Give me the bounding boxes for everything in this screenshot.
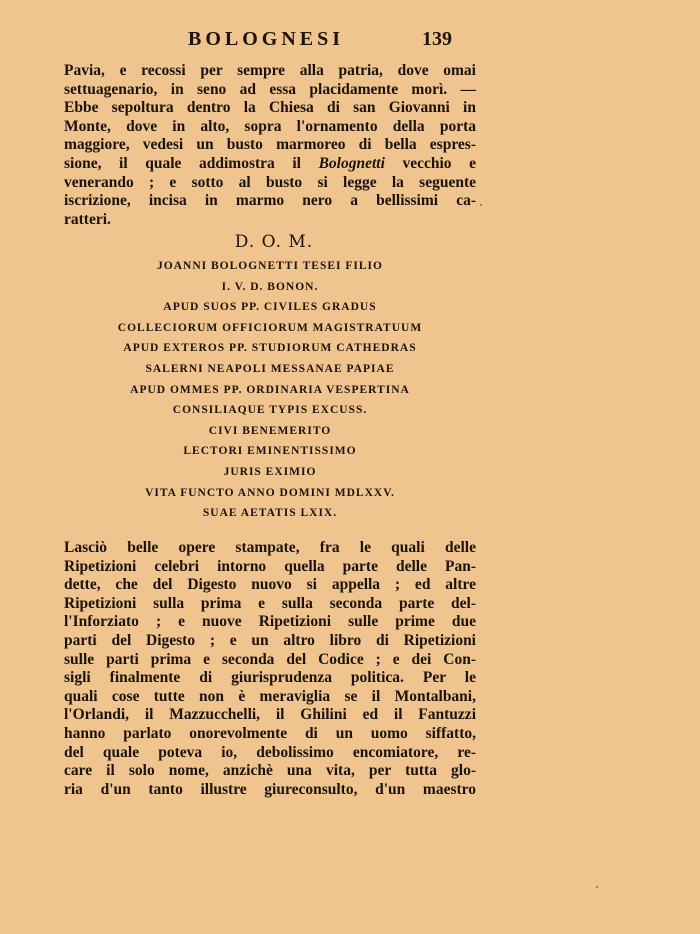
text-line: l'Orlandi, il Mazzucchelli, il Ghilini ed il Fantuzzi [64, 706, 476, 724]
text-line: sigli finalmente di giurisprudenza politica. Per le [64, 669, 476, 687]
inscription-line: CONSILIAQUE TYPIS EXCUSS. [172, 404, 368, 417]
text-line: sulle parti prima e seconda del Codice ; e dei Con- [64, 650, 476, 668]
inscription-line: SUAE AETATIS LXIX. [202, 507, 338, 520]
text-line: Ripetizioni celebri intorno quella parte delle Pan- [64, 557, 476, 575]
text-line: maggiore, vedesi un busto marmoreo di bella espres- [64, 136, 476, 154]
text-line: Ripetizioni sulla prima e sulla seconda parte del- [64, 594, 476, 612]
text-fragment: vecchio e [384, 154, 476, 172]
inscription-line: VITA FUNCTO ANNO DOMINI MDLXXV. [145, 486, 395, 499]
paragraph-1 [64, 62, 476, 229]
text-line: care il solo nome, anzichè una vita, per tutta glo- [64, 762, 476, 780]
text-line: venerando ; e sotto al busto si legge la seguente [64, 173, 476, 191]
text-line: settuagenario, in seno ad essa placidamente morì. — [64, 80, 476, 98]
paper-speck [480, 204, 482, 206]
text-line: parti del Digesto ; e un altro libro di Ripetizioni [64, 631, 476, 649]
text-line: del quale poteva io, debolissimo encomiatore, re- [64, 743, 476, 761]
text-line: ria d'un tanto illustre giureconsulto, d'un maestro [64, 780, 476, 798]
inscription-line: APUD OMMES PP. ORDINARIA VESPERTINA [130, 383, 410, 396]
inscription-line: APUD SUOS PP. CIVILES GRADUS [163, 301, 377, 314]
italic-name: Bolognetti [318, 154, 385, 172]
inscription-heading: D. O. M. [234, 232, 314, 252]
text-line: ratteri. [64, 210, 111, 228]
inscription-line: JURIS EXIMIO [223, 465, 317, 478]
running-title: BOLOGNESI [188, 28, 345, 50]
text-line: Pavia, e recossi per sempre alla patria, dove omai [64, 62, 476, 79]
inscription-line: COLLECIORUM OFFICIORUM MAGISTRATUUM [117, 321, 423, 334]
inscription [64, 256, 476, 524]
inscription-line: JOANNI BOLOGNETTI TESEI FILIO [157, 260, 383, 272]
text-line: hanno parlato onorevolmente di un uomo siffatto, [64, 724, 476, 742]
text-line: Ebbe sepoltura dentro la Chiesa di san Giovanni in [64, 99, 476, 117]
text-line: Monte, dove in alto, sopra l'ornamento della porta [64, 117, 476, 135]
inscription-line: SALERNI NEAPOLI MESSANAE PAPIAE [145, 362, 395, 375]
text-line: dette, che del Digesto nuovo si appella ; ed altre [64, 576, 476, 594]
text-line: l'Inforziato ; e nuove Ripetizioni sulle prime due [64, 613, 476, 631]
text-line: quali cose tutte non è meraviglia se il Montalbani, [64, 687, 476, 705]
page-number: 139 [422, 28, 452, 50]
paragraph-2 [64, 539, 476, 799]
text-line: iscrizione, incisa in marmo nero a bellissimi ca- [64, 192, 476, 210]
paper-speck [596, 886, 598, 888]
inscription-line: I. V. D. BONON. [221, 280, 319, 293]
text-line-with-italic [64, 155, 476, 174]
inscription-line: CIVI BENEMERITO [208, 424, 332, 437]
inscription-line: APUD EXTEROS PP. STUDIORUM CATHEDRAS [123, 342, 417, 355]
text-line: Lasciò belle opere stampate, fra le quali delle [64, 539, 476, 556]
text-fragment: sione, il quale addimostra il [64, 154, 319, 172]
inscription-line: LECTORI EMINENTISSIMO [183, 445, 357, 458]
